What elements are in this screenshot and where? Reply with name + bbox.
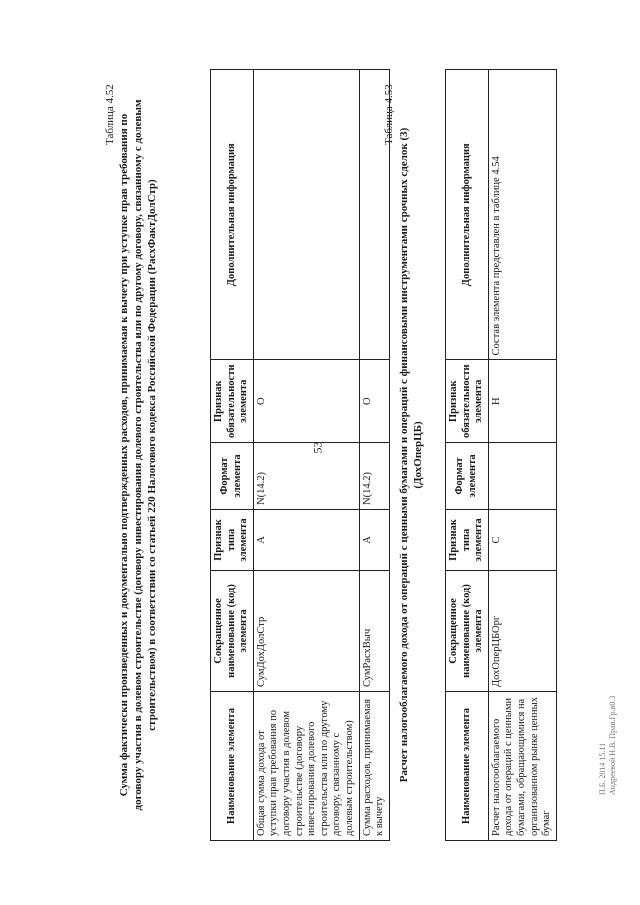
table-row	[488, 70, 556, 841]
cell-type: С	[488, 510, 556, 571]
table-53-number: Таблица 4.53	[383, 84, 395, 145]
cell-required: О	[359, 360, 389, 443]
cell-required: О	[253, 360, 359, 443]
cell-code: СумРасхВыч	[359, 571, 389, 692]
table-row	[253, 70, 359, 841]
column-header-type: Признак типа элемента	[446, 510, 489, 571]
column-header-code: Сокращенное наименование (код) элемента	[211, 571, 254, 692]
stamp-line: П.Б. 2014 15.11	[598, 742, 607, 795]
cell-format	[488, 443, 556, 510]
cell-type: А	[253, 510, 359, 571]
column-header-type: Признак типа элемента	[211, 510, 254, 571]
table-53-title: Расчет налогооблагаемого дохода от операций с ценными бумагами и операций с финансовыми инструментами срочных сделок (3) (ДохОперЦБ)	[398, 127, 424, 783]
table-row	[359, 70, 389, 841]
table-52-number: Таблица 4.52	[104, 84, 116, 145]
table-52-header-row	[211, 70, 254, 841]
column-header-required: Признак обязательности элемента	[446, 360, 489, 443]
stamp-line: Андреевой Н.В. Прав.Гр.в0.3	[608, 695, 618, 795]
cell-code: СумДохДолСтр	[253, 571, 359, 692]
cell-name: Сумма расходов, принимаемая к вычету	[359, 692, 389, 841]
cell-format: N(14.2)	[359, 443, 389, 510]
page-number: 53	[310, 441, 325, 454]
cell-type: А	[359, 510, 389, 571]
column-header-name: Наименование элемента	[211, 692, 254, 841]
cell-name: Расчет налогооблагаемого дохода от операций с ценными бумагами, обращающимися на организованном рынке ценных бумаг	[488, 692, 556, 841]
cell-name: Общая сумма дохода от уступки прав требования по договору участия в долевом строительстве (договору инвестирования долевого строительства или по другому договору, связанному с долевым строительством)	[253, 692, 359, 841]
table-53	[445, 69, 557, 841]
column-header-format: Формат элемента	[446, 443, 489, 510]
cell-format: N(14.2)	[253, 443, 359, 510]
column-header-required: Признак обязательности элемента	[211, 360, 254, 443]
cell-required: Н	[488, 360, 556, 443]
table-53-header-row	[446, 70, 489, 841]
column-header-format: Формат элемента	[211, 443, 254, 510]
column-header-code: Сокращенное наименование (код) элемента	[446, 571, 489, 692]
cell-info	[253, 70, 359, 360]
table-52-title: Сумма фактически произведенных и документально подтвержденных расходов, принимаемая к вычету при уступке прав требования по договору участия в долевом строительстве (договору инвестирования долевого строительства или по другому договору, связанному с долевым строительством) в соответствии со статьей 220 Налогового кодекса Российской Федерации (РасхФактДолСтр)	[118, 99, 158, 811]
table-52	[210, 69, 390, 841]
column-header-name: Наименование элемента	[446, 692, 489, 841]
column-header-info: Дополнительная информация	[446, 70, 489, 360]
cell-info: Состав элемента представлен в таблице 4.54	[488, 70, 556, 360]
registration-stamp	[598, 696, 619, 795]
cell-code: ДохОперЦБОрг	[488, 571, 556, 692]
column-header-info: Дополнительная информация	[211, 70, 254, 360]
